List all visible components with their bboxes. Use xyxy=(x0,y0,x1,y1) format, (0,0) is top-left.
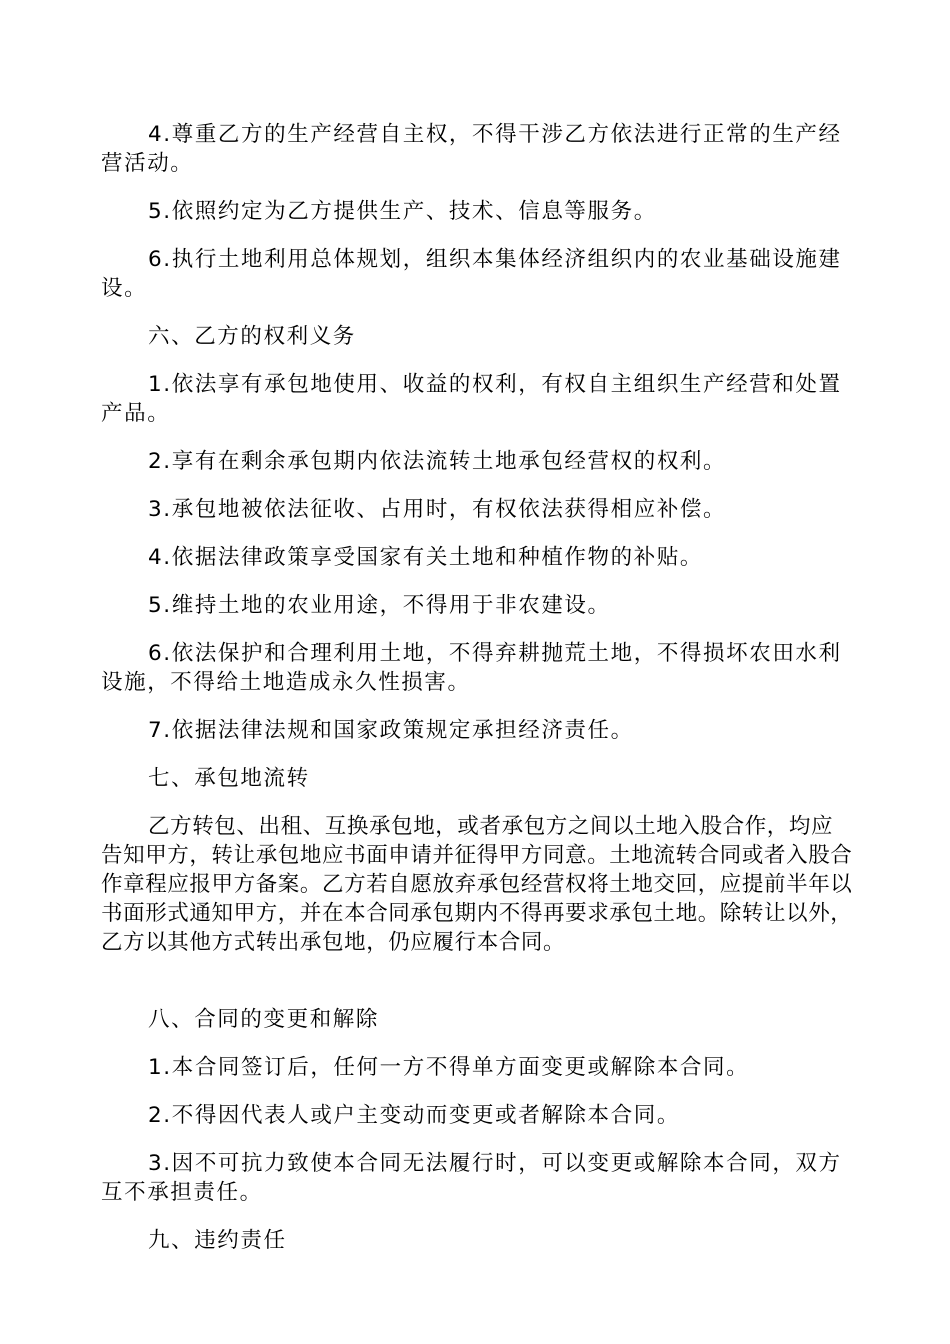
paragraph-item-6: 6.依法保护和合理利用土地，不得弃耕抛荒土地，不得损坏农田水利设施，不得给土地造成永久性损害。 xyxy=(101,641,842,695)
section-heading-seven: 七、承包地流转 xyxy=(148,766,310,791)
paragraph-item-3: 3.因不可抗力致使本合同无法履行时，可以变更或解除本合同，双方互不承担责任。 xyxy=(101,1151,842,1205)
paragraph-item-1: 1.依法享有承包地使用、收益的权利，有权自主组织生产经营和处置产品。 xyxy=(101,372,842,426)
paragraph-item-2: 2.享有在剩余承包期内依法流转土地承包经营权的权利。 xyxy=(148,449,727,474)
paragraph-item-5: 5.依照约定为乙方提供生产、技术、信息等服务。 xyxy=(148,199,657,224)
section-heading-nine: 九、违约责任 xyxy=(148,1228,287,1253)
paragraph-item-6: 6.执行土地利用总体规划，组织本集体经济组织内的农业基础设施建设。 xyxy=(101,247,842,301)
paragraph-item-4: 4.尊重乙方的生产经营自主权，不得干涉乙方依法进行正常的生产经营活动。 xyxy=(101,122,842,176)
paragraph-item-1: 1.本合同签订后，任何一方不得单方面变更或解除本合同。 xyxy=(148,1055,750,1080)
paragraph-item-5: 5.维持土地的农业用途，不得用于非农建设。 xyxy=(148,593,611,618)
paragraph-item-2: 2.不得因代表人或户主变动而变更或者解除本合同。 xyxy=(148,1103,680,1128)
paragraph-item-4: 4.依据法律政策享受国家有关土地和种植作物的补贴。 xyxy=(148,545,704,570)
paragraph-item-7: 7.依据法律法规和国家政策规定承担经济责任。 xyxy=(148,718,634,743)
paragraph-land-transfer: 乙方转包、出租、互换承包地，或者承包方之间以土地入股合作，均应告知甲方，转让承包地应书面申请并征得甲方同意。土地流转合同或者入股合作章程应报甲方备案。乙方若自愿放弃承包经营权将土地交回，应提前半年以书面形式通知甲方，并在本合同承包期内不得再要求承包土地。除转让以外，乙方以其他方式转出承包地，仍应履行本合同。 xyxy=(101,814,853,955)
section-heading-six: 六、乙方的权利义务 xyxy=(148,324,356,349)
section-heading-eight: 八、合同的变更和解除 xyxy=(148,1007,380,1032)
document-body xyxy=(101,120,853,1274)
paragraph-item-3: 3.承包地被依法征收、占用时，有权依法获得相应补偿。 xyxy=(148,497,727,522)
